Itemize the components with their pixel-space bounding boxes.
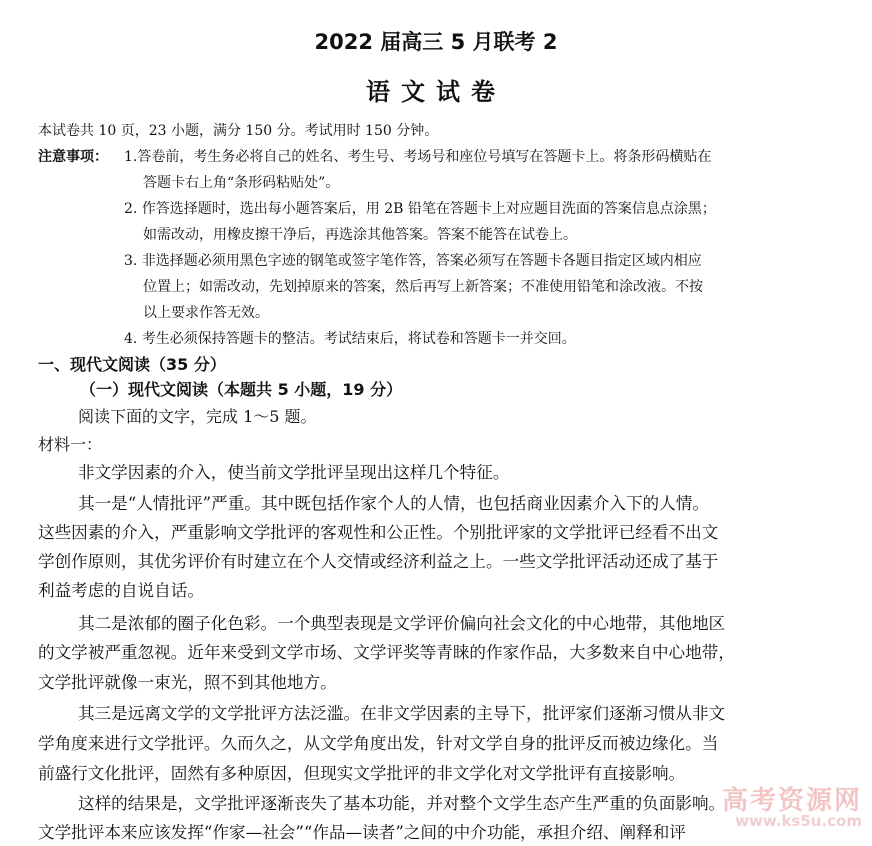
exam-title: 2022 届高三 5 月联考 2 (314, 30, 558, 54)
passage-line: 学创作原则，其优劣评价有时建立在个人交情或经济利益之上。一些文学批评活动还成了基于 (38, 552, 719, 571)
passage-line: 这样的结果是，文学批评逐渐丧失了基本功能，并对整个文学生态产生严重的负面影响。 (78, 794, 726, 813)
notice-line: 1.答卷前，考生务必将自己的姓名、考生号、考场号和座位号填写在答题卡上。将条形码横贴在 (124, 149, 712, 165)
passage-line: 的文学被严重忽视。近年来受到文学市场、文学评奖等青睐的作家作品，大多数来自中心地带， (38, 643, 735, 662)
material-label: 材料一： (38, 435, 103, 454)
notice-label: 注意事项： (38, 149, 108, 165)
passage-line: 其三是远离文学的文学批评方法泛滥。在非文学因素的主导下，批评家们逐渐习惯从非文 (78, 704, 726, 723)
exam-intro: 本试卷共 10 页，23 小题，满分 150 分。考试用时 150 分钟。 (38, 123, 439, 139)
notice-line: 4. 考生必须保持答题卡的整洁。考试结束后，将试卷和答题卡一并交回。 (124, 331, 576, 347)
subject-title: 语文试卷 (366, 78, 506, 106)
passage-line: 文学批评就像一束光，照不到其他地方。 (38, 673, 337, 692)
passage-line: 其二是浓郁的圈子化色彩。一个典型表现是文学评价偏向社会文化的中心地带，其他地区 (78, 614, 726, 633)
watermark-url: www.ks5u.com (735, 812, 862, 830)
passage-line: 这些因素的介入，严重影响文学批评的客观性和公正性。个别批评家的文学批评已经看不出文 (38, 523, 719, 542)
passage-line: 前盛行文化批评，固然有多种原因，但现实文学批评的非文学化对文学批评有直接影响。 (38, 764, 686, 783)
section-subtitle: （一）现代文阅读（本题共 5 小题，19 分） (80, 380, 403, 399)
notice-line: 2. 作答选择题时，选出每小题答案后，用 2B 铅笔在答题卡上对应题目洗面的答案信息点涂黑； (124, 201, 716, 217)
passage-line: 非文学因素的介入，使当前文学批评呈现出这样几个特征。 (78, 463, 510, 482)
reading-instruction: 阅读下面的文字，完成 1～5 题。 (78, 407, 317, 426)
notice-line: 以上要求作答无效。 (143, 305, 269, 321)
notice-line: 位置上；如需改动，先划掉原来的答案，然后再写上新答案；不准使用铅笔和涂改液。不按 (143, 279, 703, 295)
notice-line: 如需改动，用橡皮擦干净后，再选涂其他答案。答案不能答在试卷上。 (143, 227, 577, 243)
notice-line: 答题卡右上角“条形码粘贴处”。 (143, 175, 340, 191)
watermark-logo: 高考资源网 (721, 786, 862, 816)
section-title: 一、现代文阅读（35 分） (38, 355, 226, 374)
passage-line: 文学批评本来应该发挥“作家—社会”“作品—读者”之间的中介功能，承担介绍、阐释和评 (38, 823, 686, 842)
notice-line: 3. 非选择题必须用黑色字迹的钢笔或签字笔作答，答案必须写在答题卡各题目指定区域内相应 (124, 253, 702, 269)
passage-line: 学角度来进行文学批评。久而久之，从文学角度出发，针对文学自身的批评反而被边缘化。当 (38, 734, 719, 753)
passage-line: 利益考虑的自说自话。 (38, 581, 204, 600)
passage-line: 其一是“人情批评”严重。其中既包括作家个人的人情，也包括商业因素介入下的人情。 (78, 494, 709, 513)
